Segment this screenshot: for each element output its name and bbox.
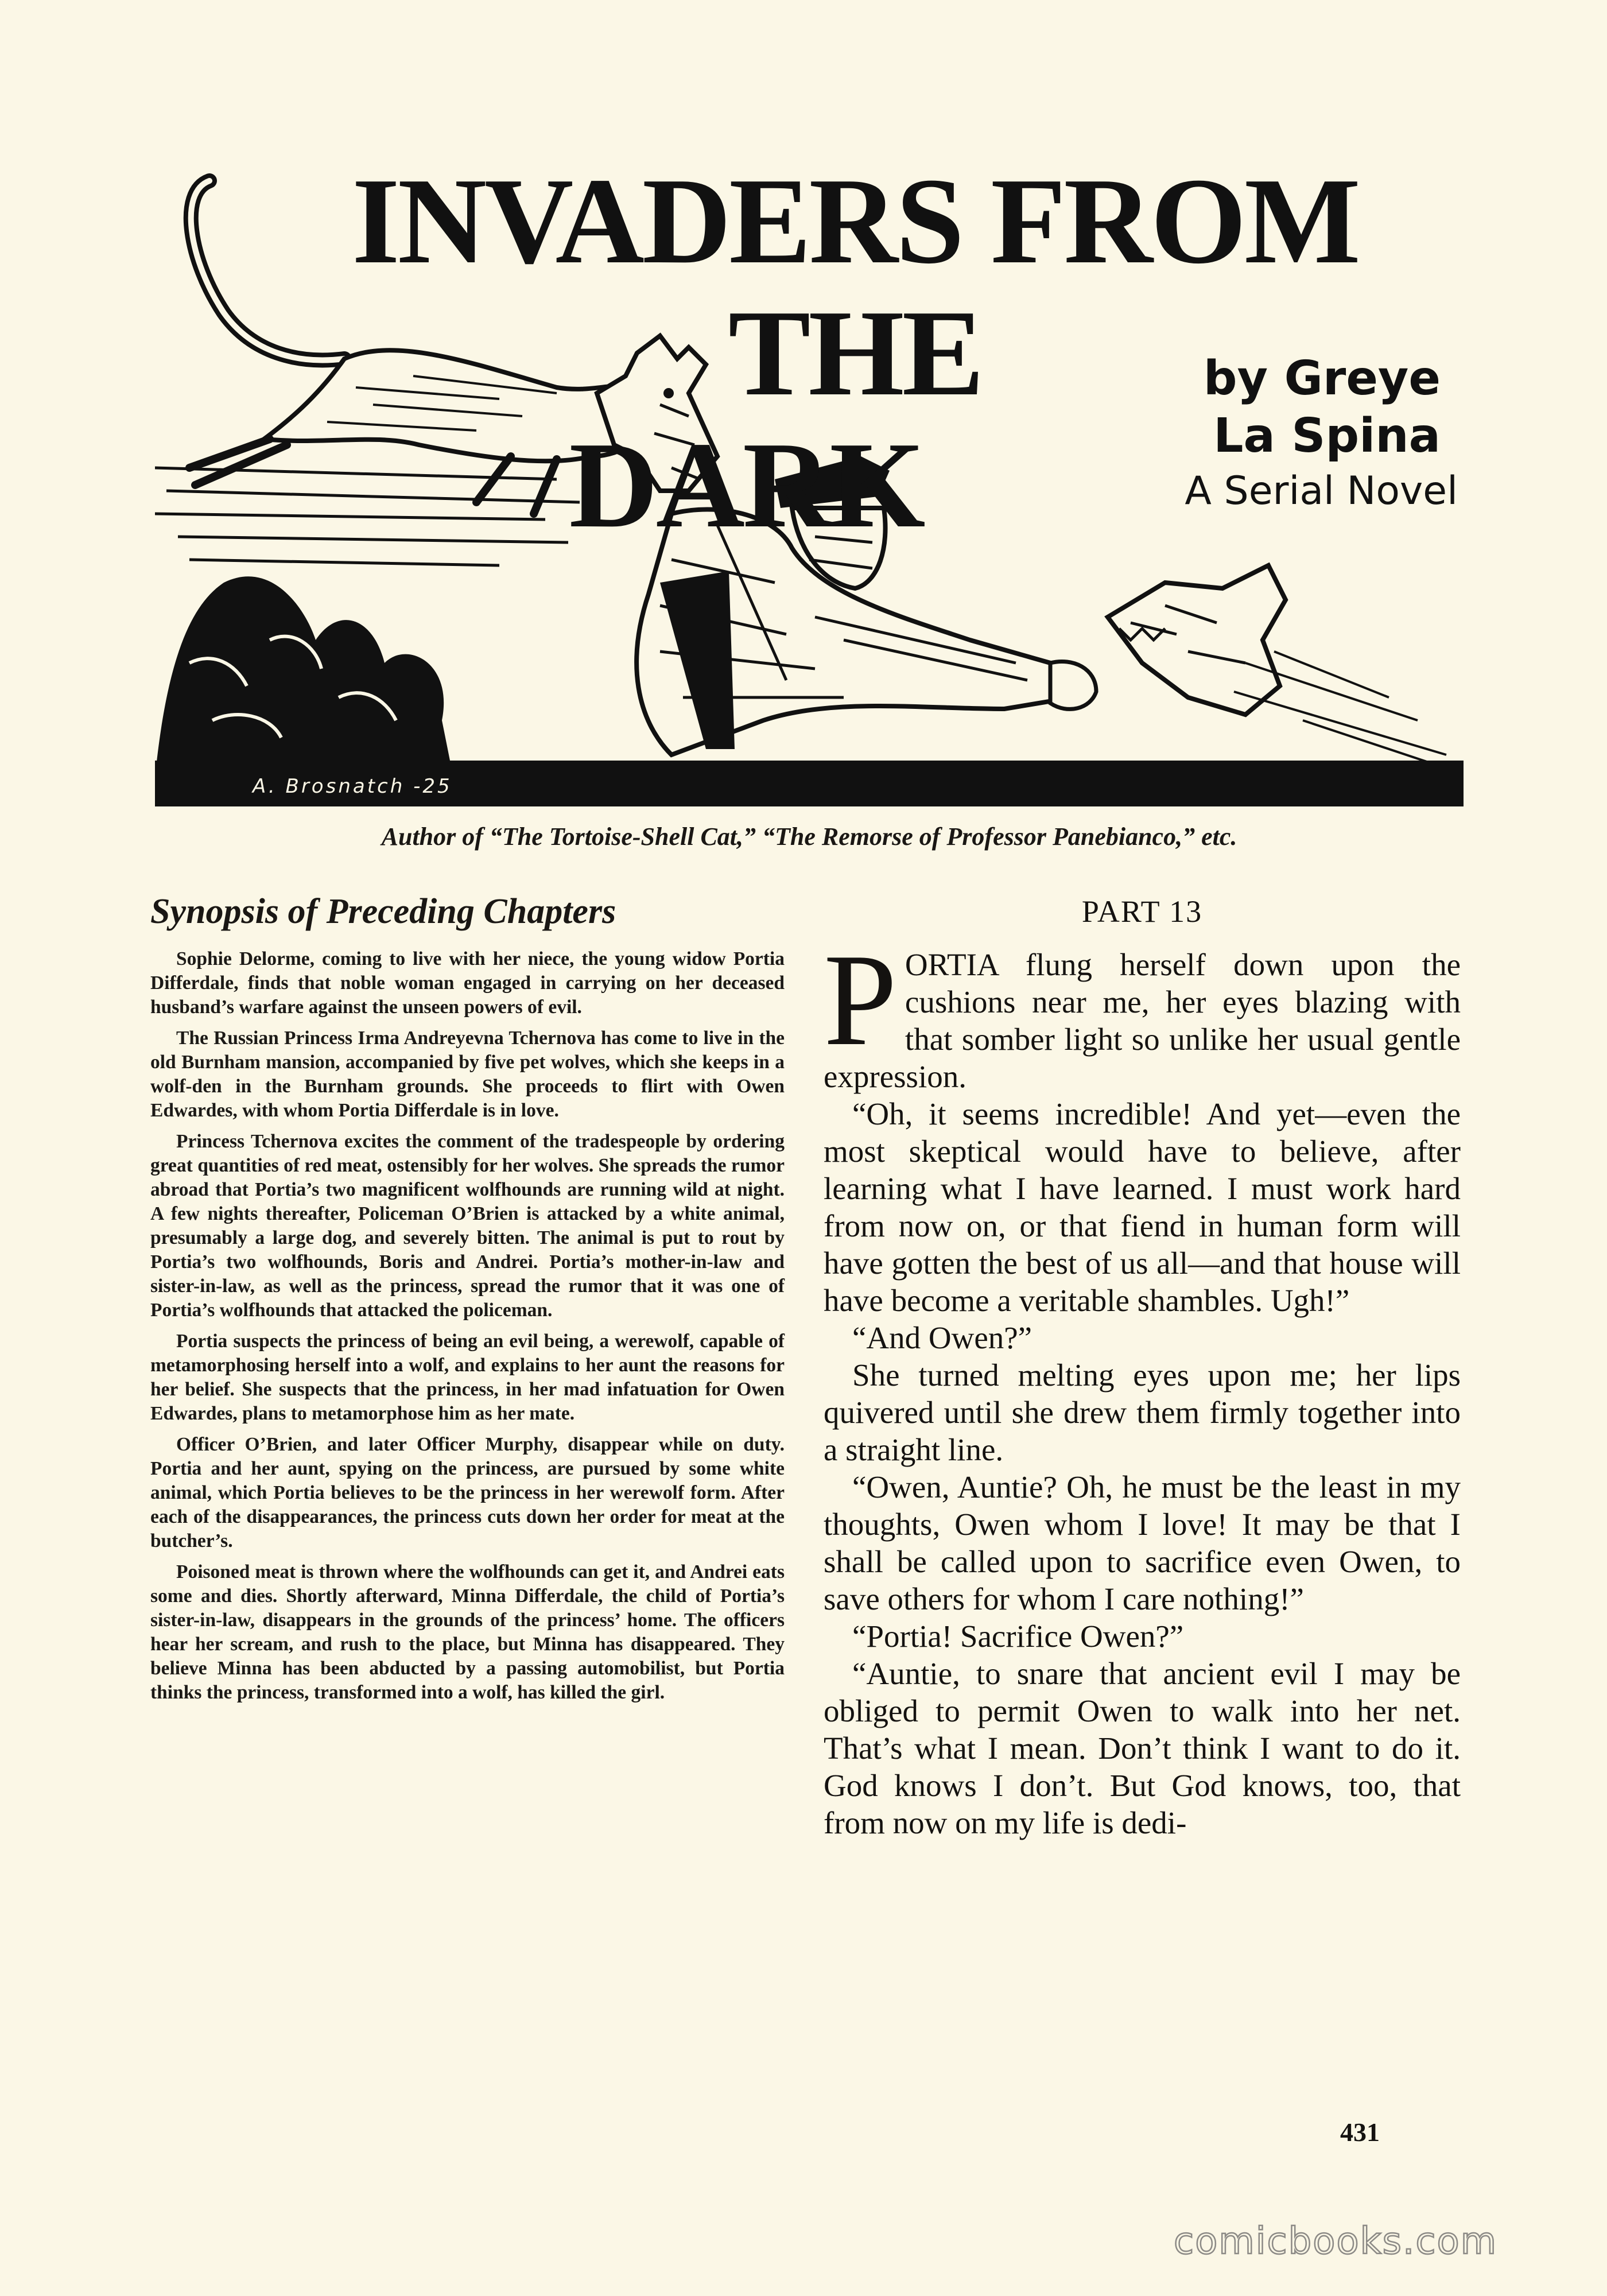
synopsis-text [150,947,785,1705]
byline-by: by Greye [1203,351,1441,406]
story-opening-paragraph [824,926,1461,1095]
synopsis-heading: Synopsis of Preceding Chapters [150,892,616,931]
title-line-1: INVADERS FROM THE [352,152,1358,421]
drop-cap: P [824,926,897,1073]
story-paragraph: “Oh, it seems incredible! And yet—even the most skeptical would have to believe, after learning what I have learned. I must work hard from now on, or that fiend in human form will have gotten the best of us all—and that house will have become a veritable shambles. Ugh!” [824,1096,1461,1318]
illustrator-signature: A. Brosnatch -25 [253,775,452,798]
synopsis-paragraph: Portia suspects the princess of being an evil being, a werewolf, capable of metamorphosing herself into a wolf, and explains to her aunt the reasons for her belief. She suspects that the princess, in her mad infatuation for Owen Edwardes, plans to metamorphose him as her mate. [150,1331,785,1424]
synopsis-paragraph: Officer O’Brien, and later Officer Murphy, disappear while on duty. Portia and her aunt, spying on the princess, are pursued by some white animal, which Portia believes to be the princess in her werewolf form. After each of the disappearances, the princess cuts down her order for meat at the butcher’s. [150,1434,785,1552]
part-heading: PART 13 [1081,894,1203,929]
synopsis-paragraph: Princess Tchernova excites the comment of the tradespeople by ordering great quantities of red meat, ostensibly for her wolves. She spreads the rumor abroad that Portia’s two magnificent wolfhounds are running wild at night. A few nights thereafter, Policeman O’Brien is attacked by a white animal, presumably a large dog, and severely bitten. The animal is put to rout by Portia’s two wolfhounds, Boris and Andrei. Portia’s mother-in-law and sister-in-law, as well as the princess, spread the rumor that it was one of Portia’s wolfhounds that attacked the policeman. [150,1131,785,1321]
byline-author-name: La Spina [1213,409,1441,463]
synopsis-paragraph: The Russian Princess Irma Andreyevna Tchernova has come to live in the old Burnham mansion, accompanied by five pet wolves, which she keeps in a wolf-den in the Burnham grounds. She proceeds to flirt with Owen Edwardes, with whom Portia Differdale is in love. [150,1027,785,1121]
author-credit: Author of “The Tortoise-Shell Cat,” “The Remorse of Professor Panebianco,” etc. [381,823,1237,851]
story-paragraph: “And Owen?” [852,1320,1032,1355]
opening-text: ORTIA flung herself down upon the cushions near me, her eyes blazing with that somber light so unlike her usual gentle expression. [824,947,1461,1094]
story-paragraph: She turned melting eyes upon me; her lips quivered until she drew them firmly together into a straight line. [824,1358,1461,1467]
byline-serial-label: A Serial Novel [1185,468,1458,514]
story-paragraph: “Owen, Auntie? Oh, he must be the least in my thoughts, Owen whom I love! It may be that I shall be called upon to sacrifice even Owen, to save others for whom I care nothing!” [824,1469,1461,1616]
site-watermark: comicbooks.com [1174,2220,1498,2263]
synopsis-paragraph: Poisoned meat is thrown where the wolfhounds can get it, and Andrei eats some and dies. Shortly afterward, Minna Differdale, the child of Portia’s sister-in-law, disappears in the grounds of the princess’ home. The officers hear her scream, and rush to the place, but Minna has disappeared. They believe Minna has been abducted by a passing automobilist, but Portia thinks the princess, transformed into a wolf, has killed the girl. [150,1561,785,1703]
story-column [824,889,1461,1841]
story-paragraph: “Portia! Sacrifice Owen?” [852,1619,1184,1654]
synopsis-paragraph: Sophie Delorme, coming to live with her niece, the young widow Portia Differdale, finds that noble woman engaged in carrying on her deceased husband’s warfare against the unseen powers of evil. [150,948,785,1018]
story-paragraph: “Auntie, to snare that ancient evil I may be obliged to permit Owen to walk into her net. That’s what I mean. Don’t think I want to do it. God knows I don’t. But God knows, too, that from now on my life is dedi- [824,1656,1461,1840]
synopsis-column [150,889,785,1712]
page-number: 431 [1340,2117,1380,2147]
byline [1125,350,1458,518]
title-line-2: DARK [569,416,923,553]
story-text [824,926,1461,1841]
